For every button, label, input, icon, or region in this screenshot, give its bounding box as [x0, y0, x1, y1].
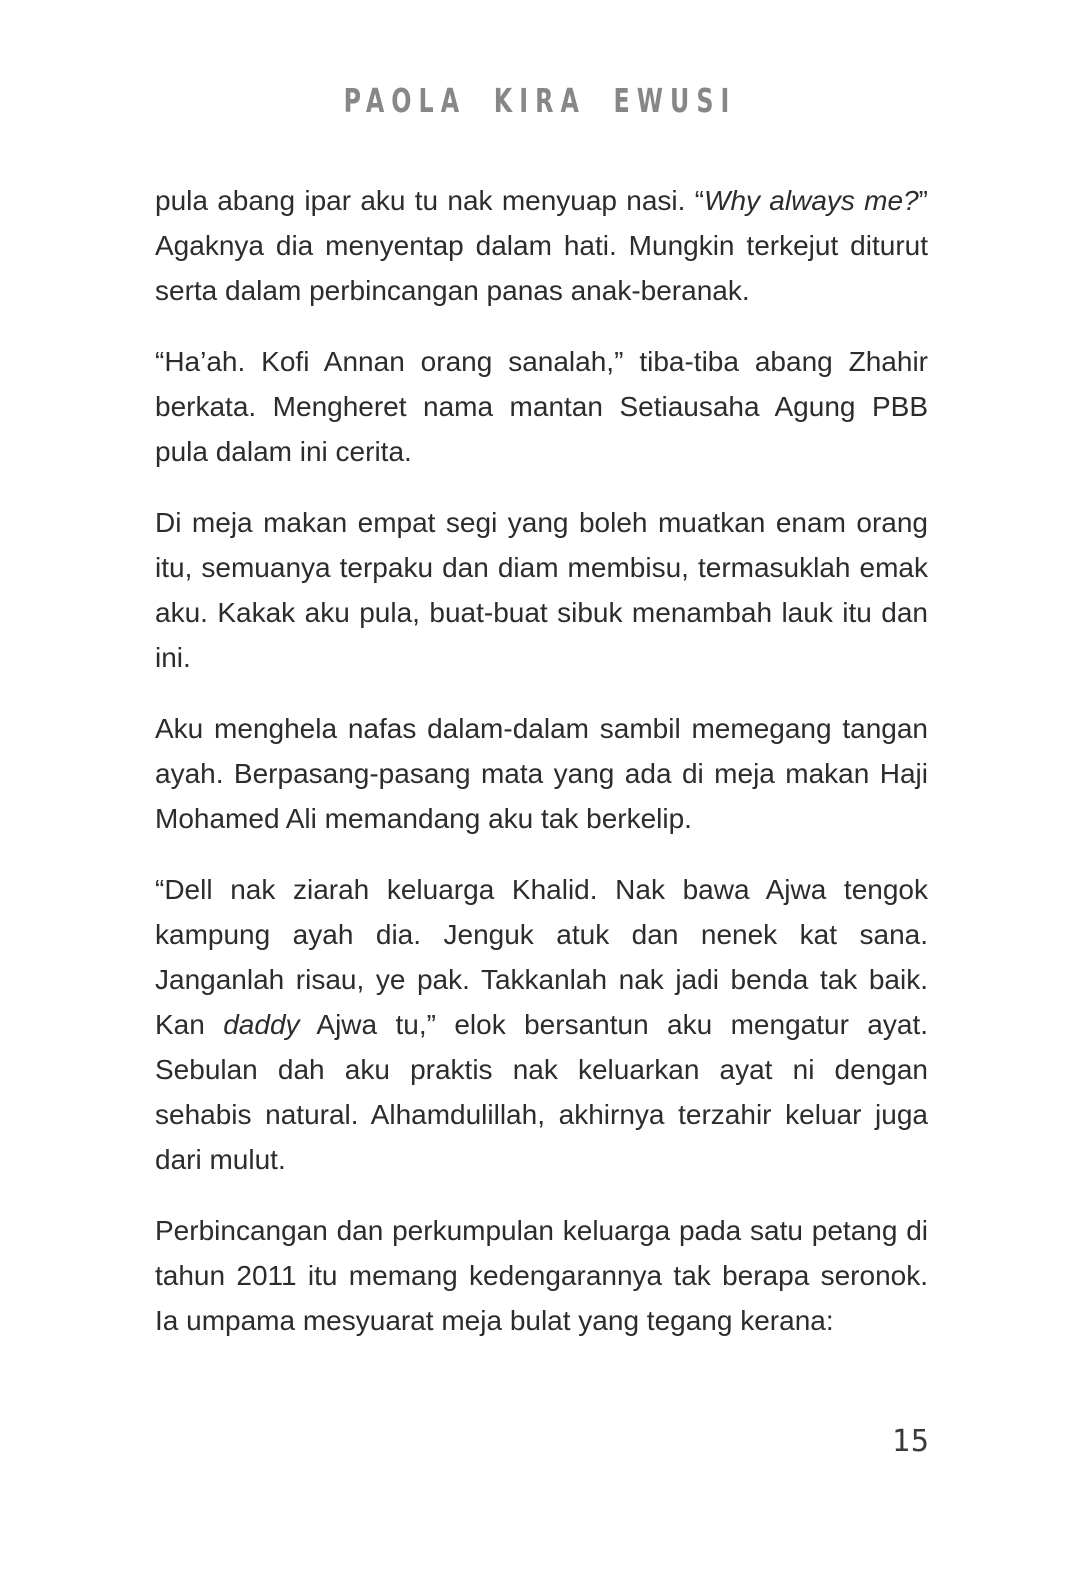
running-header-author: PAOLA KIRA EWUSI [343, 82, 737, 121]
paragraph: Di meja makan empat segi yang boleh muatkan enam orang itu, semuanya terpaku dan diam membisu, termasuklah emak aku. Kakak aku pula, buat-buat sibuk menambah lauk itu dan ini. [155, 507, 928, 673]
paragraph: Perbincangan dan perkumpulan keluarga pada satu petang di tahun 2011 itu memang kedengarannya tak berapa seronok. Ia umpama mesyuarat meja bulat yang tegang kerana: [155, 1215, 928, 1336]
paragraph: pula abang ipar aku tu nak menyuap nasi. “Why always me?” Agaknya dia menyentap dalam hati. Mungkin terkejut diturut serta dalam perbincangan panas anak-beranak. [155, 185, 928, 306]
paragraph: Aku menghela nafas dalam-dalam sambil memegang tangan ayah. Berpasang-pasang mata yang ada di meja makan Haji Mohamed Ali memandang aku tak berkelip. [155, 713, 928, 834]
paragraph: “Dell nak ziarah keluarga Khalid. Nak bawa Ajwa tengok kampung ayah dia. Jenguk atuk dan nenek kat sana. Janganlah risau, ye pak. Takkanlah nak jadi benda tak baik. Kan daddy Ajwa tu,” elok bersantun aku mengatur ayat. Sebulan dah aku praktis nak keluarkan ayat ni dengan sehabis natural. Alhamdulillah, akhirnya terzahir keluar juga dari mulut. [155, 874, 928, 1175]
paragraph: “Ha’ah. Kofi Annan orang sanalah,” tiba-tiba abang Zhahir berkata. Mengheret nama mantan Setiausaha Agung PBB pula dalam ini cerita. [155, 346, 928, 467]
body-text-block [155, 178, 928, 1343]
page-number: 15 [891, 1424, 930, 1459]
